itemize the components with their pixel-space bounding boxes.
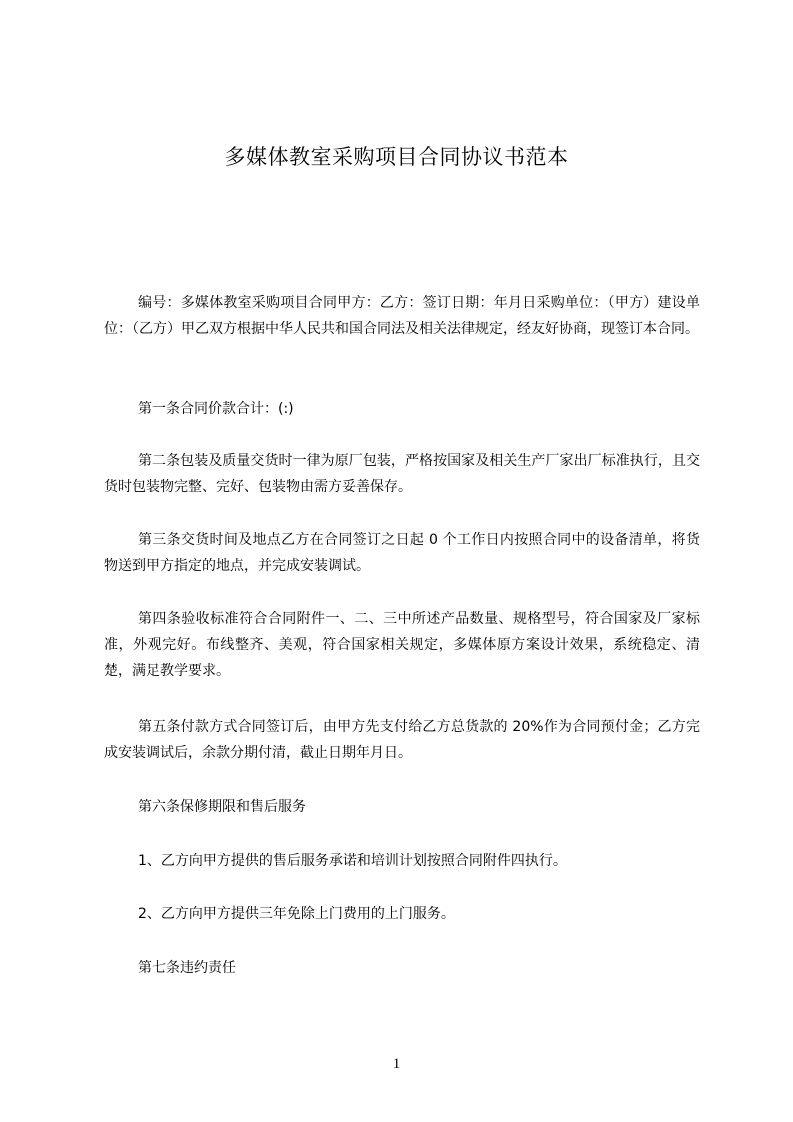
paragraph-article-5: 第五条付款方式合同签订后，由甲方先支付给乙方总货款的 20%作为合同预付金；乙方完成安装调试后，余款分期付清，截止日期年月日。 — [104, 719, 700, 761]
paragraph-article-6-item-2: 2、乙方向甲方提供三年免除上门费用的上门服务。 — [138, 906, 455, 922]
page-number: 1 — [392, 1056, 401, 1072]
document-title: 多媒体教室采购项目合同协议书范本 — [224, 145, 569, 169]
paragraph-article-6-item-1: 1、乙方向甲方提供的售后服务承诺和培训计划按照合同附件四执行。 — [138, 853, 567, 869]
paragraph-article-4: 第四条验收标准符合合同附件一、二、三中所述产品数量、规格型号，符合国家及厂家标准，外观完好。布线整齐、美观，符合国家相关规定，多媒体原方案设计效果，系统稳定、清楚，满足教学要求。 — [104, 611, 700, 679]
paragraph-article-1: 第一条合同价款合计：(:) — [138, 401, 294, 417]
paragraph-article-7: 第七条违约责任 — [138, 960, 236, 976]
paragraph-article-3: 第三条交货时间及地点乙方在合同签订之日起 0 个工作日内按照合同中的设备清单，将货物送到甲方指定的地点，并完成安装调试。 — [104, 532, 700, 574]
paragraph-article-2: 第二条包装及质量交货时一律为原厂包装，严格按国家及相关生产厂家出厂标准执行，且交货时包装物完整、完好、包装物由需方妥善保存。 — [104, 453, 700, 495]
paragraph-preamble: 编号：多媒体教室采购项目合同甲方：乙方：签订日期：年月日采购单位：（甲方）建设单位：（乙方）甲乙双方根据中华人民共和国合同法及相关法律规定，经友好协商，现签订本合同。 — [104, 295, 700, 337]
paragraph-article-6: 第六条保修期限和售后服务 — [138, 799, 306, 815]
